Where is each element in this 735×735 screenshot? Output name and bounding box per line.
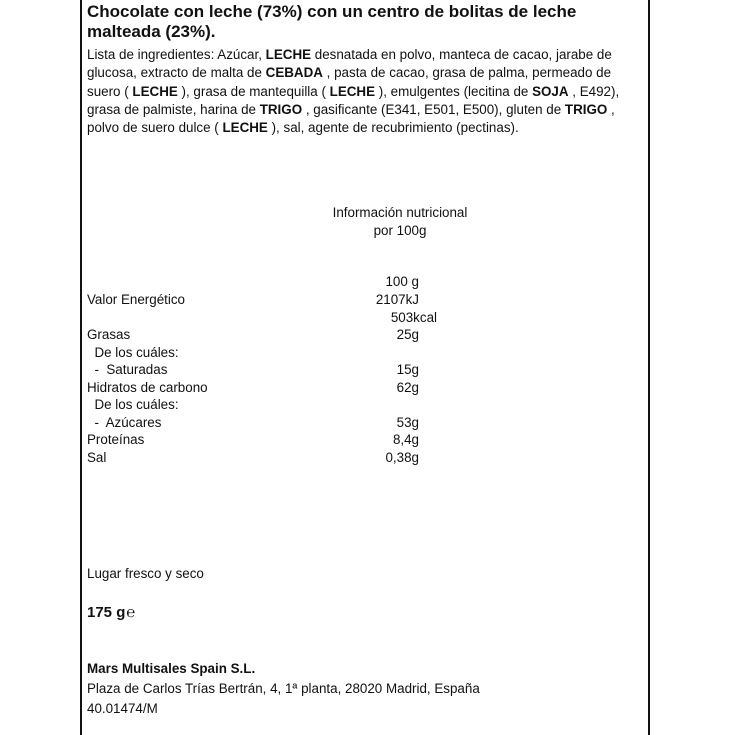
nutrition-column-header: 100 g — [385, 274, 419, 289]
company-address: Plaza de Carlos Trías Bertrán, 4, 1ª planta, 28020 Madrid, España — [87, 681, 480, 696]
carbs-sub-label: De los cuáles: — [87, 397, 179, 412]
allergen: CEBADA — [265, 65, 323, 81]
net-weight-value: 175 g — [87, 604, 126, 621]
ingredient-text: ), grasa de mantequilla ( — [177, 83, 330, 99]
sugars-label: - Azúcares — [87, 415, 162, 430]
salt-label: Sal — [87, 450, 107, 465]
protein-value: 8,4g — [392, 432, 419, 447]
estimated-sign-icon: ℮ — [126, 604, 136, 621]
storage-instructions: Lugar fresco y seco — [87, 566, 204, 581]
company-name: Mars Multisales Spain S.L. — [87, 661, 256, 676]
ingredient-text: , polvo de suero dulce ( — [87, 101, 615, 136]
ingredient-text: ), emulgentes (lecitina de — [375, 83, 533, 99]
energy-kj-value: 2107kJ — [375, 292, 419, 307]
protein-label: Proteínas — [87, 432, 145, 447]
registry-code: 40.01474/M — [87, 701, 158, 716]
fat-value: 25g — [396, 327, 419, 342]
allergen: TRIGO — [259, 101, 303, 117]
energy-kcal-value: 503kcal — [390, 310, 437, 325]
ingredient-text: , E492), grasa de palmiste, harina de — [87, 83, 620, 117]
allergen: LECHE — [265, 47, 312, 62]
ingredient-text: , gasificante (E341, E501, E500), gluten de — [302, 101, 565, 117]
nutrition-heading: Información nutricional — [332, 205, 468, 220]
sugars-value: 53g — [396, 415, 419, 430]
ingredient-text: ), sal, agente de recubrimiento (pectinas). — [267, 120, 519, 136]
net-weight — [87, 604, 135, 621]
allergen: LECHE — [132, 83, 178, 99]
allergen: TRIGO — [564, 101, 608, 117]
ingredient-text: Lista de ingredientes: Azúcar, — [87, 47, 266, 62]
carbs-label: Hidratos de carbono — [87, 380, 208, 395]
ingredients-list — [87, 46, 643, 137]
fat-sub-label: De los cuáles: — [87, 345, 179, 360]
fat-label: Grasas — [87, 327, 131, 342]
allergen: SOJA — [532, 83, 569, 99]
ingredient-text: , pasta de cacao, grasa de palma, permeado de suero ( — [87, 65, 612, 99]
saturated-value: 15g — [396, 362, 419, 377]
nutrition-per-100g: por 100g — [373, 223, 427, 238]
saturated-label: - Saturadas — [87, 362, 168, 377]
salt-value: 0,38g — [385, 450, 419, 465]
energy-label: Valor Energético — [87, 292, 186, 307]
product-title: Chocolate con leche (73%) con un centro de bolitas de leche malteada (23%). — [87, 2, 577, 41]
allergen: LECHE — [222, 120, 268, 136]
allergen: LECHE — [329, 83, 376, 99]
carbs-value: 62g — [396, 380, 419, 395]
ingredient-text: desnatada en polvo, manteca de cacao, jarabe de glucosa, extracto de malta de — [87, 47, 612, 81]
